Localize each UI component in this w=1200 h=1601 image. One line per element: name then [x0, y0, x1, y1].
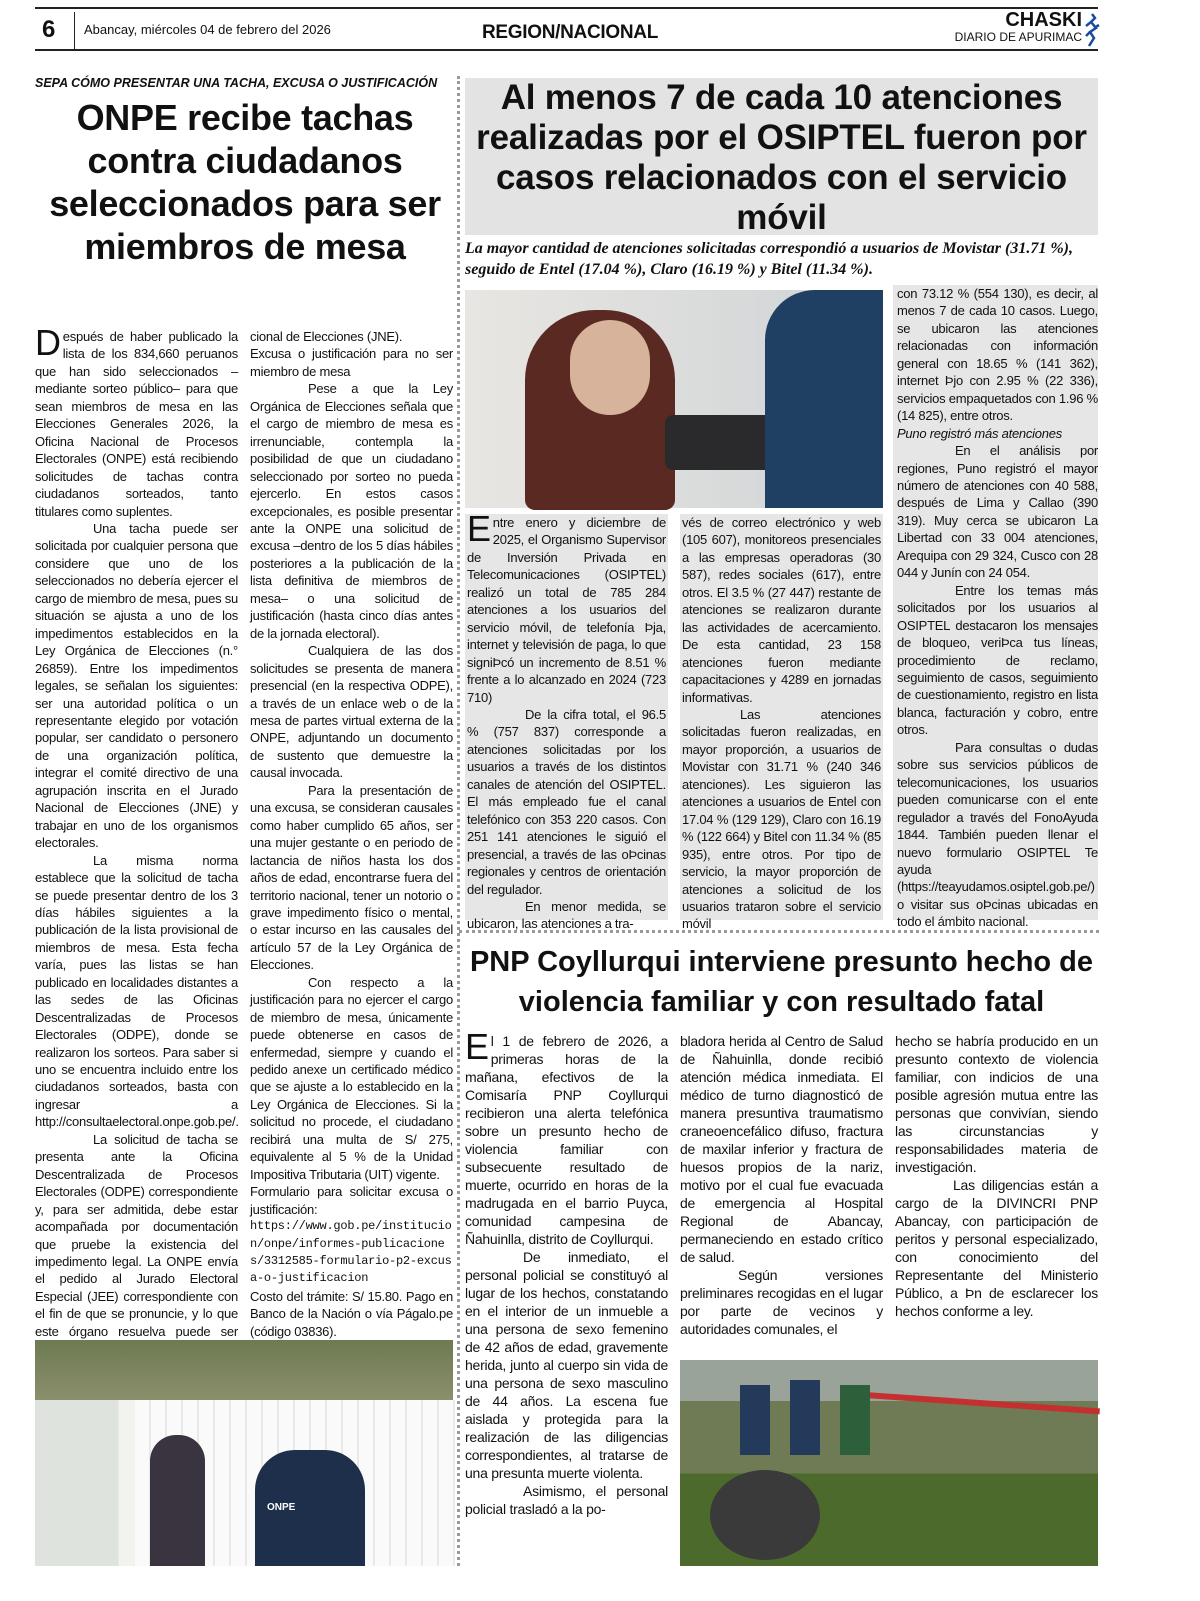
pnp-headline: PNP Coyllurqui interviene presunto hecho de violencia familiar y con resultado fatal [469, 946, 1094, 1018]
pnp-column-2 [680, 1032, 883, 1357]
osiptel-column-3 [895, 285, 1098, 930]
paragraph: con 73.12 % (554 130), es decir, al menos 7 de cada 10 casos. Luego, se ubicaron las atenciones relacionadas con información general con 18.65 % (141 362), internet Þjo con 2.95 % (22 336), servicios empaquetados con 1.96 % (14 825), entre otros. [897, 286, 1098, 424]
paragraph: En el análisis por regiones, Puno registró el mayor número de atenciones con 40 588, después de Lima y Callao (390 319). Muy cerca se ubicaron La Libertad con 33 004 atenciones, Arequipa con 29 324, Cusco con 28 044 y Junín con 24 054. [897, 443, 1098, 581]
paragraph: Las diligencias están a cargo de la DIVINCRI PNP Abancay, con participación de peritos y personal especializado, con conocimiento del Representante del Ministerio Público, a Þn de esclarecer los hechos conforme a ley. [895, 1177, 1098, 1319]
section-title: REGION/NACIONAL [482, 22, 659, 43]
pnp-photo [680, 1360, 1098, 1566]
onpe-photo [35, 1340, 453, 1566]
paragraph: Según versiones preliminares recogidas en el lugar por parte de vecinos y autoridades comunales, el [680, 1267, 883, 1337]
paragraph: De inmediato, el personal policial se constituyó al lugar de los hechos, constatando en el interior de un inmueble a una persona de sexo femenino de 42 años de edad, gravemente herida, junto al cuerpo sin vida de una persona de sexo masculino de 44 años. La escena fue aislada y protegida para la realización de las diligencias correspondientes, al tratarse de una presunta muerte violenta. [465, 1249, 668, 1481]
onpe-vest-badge: ONPE [267, 1502, 296, 1513]
header-top-rule [35, 7, 1098, 9]
header-bottom-rule [35, 49, 1098, 51]
paragraph: Asimismo, el personal policial trasladó a la po- [465, 1483, 668, 1517]
paragraph: Con respecto a la justificación para no ejercer el cargo de miembro de mesa, únicamente puede obtenerse en casos de enfermedad, siempre y cuando el pedido anexe un certificado médico que se ajuste a lo establecido en la Ley Orgánica de Elecciones. Si la solicitud no procede, el ciudadano recibirá una multa de S/ 275, equivalente al 5 % de la Unidad Impositiva Tributaria (UIT) vigente. [250, 974, 453, 1182]
cost-note: Costo del trámite: S/ 15.80. Pago en Banco de la Nación o vía Págalo.pe (código 03836). [250, 1288, 453, 1339]
osiptel-column-1 [465, 508, 668, 932]
form-label: Formulario para solicitar excusa o justificación: [250, 1184, 453, 1217]
paragraph: hecho se habría producido en un presunto contexto de violencia familiar, con indicios de una posible agresión mutua entre las personas que convivían, siendo las circunstancias y responsabilidades materia de investigación. [895, 1033, 1098, 1175]
paragraph: Una tacha puede ser solicitada por cualquier persona que considere que uno de los seleccionados no debería ejercer el cargo de miembro de mesa, pues su situación se ajusta a uno de los impedimentos establecidos en la Ley Orgánica de Elecciones (n.° 26859). Entre los impedimentos legales, se señalan los siguientes: ser una autoridad política o un representante elegido por votación popular, ser candidato o personero de una organización política, integrar el comité directivo de una agrupación inscrita en el Jurado Nacional de Elecciones (JNE) y trabajar en uno de los organismos electorales. [35, 520, 238, 851]
pnp-column-3 [895, 1032, 1098, 1357]
paragraph: La solicitud de tacha se presenta ante la Oficina Descentralizada de Procesos Electorales (ODPE) correspondiente y, para ser admitida, debe estar acompañada por documentación que pruebe la existencia del impedimento legal. La ONPE envía el pedido al Jurado Electoral Especial (JEE) correspondiente con el fin de que se pronuncie, y lo que este órgano resuelva puede ser [35, 1131, 238, 1339]
onpe-kicker: SEPA CÓMO PRESENTAR UNA TACHA, EXCUSA O JUSTIFICACIÓN [35, 76, 438, 90]
paragraph: bladora herida al Centro de Salud de Ñahuinlla, donde recibió atención médica inmediata. El médico de turno diagnosticó de manera presuntiva traumatismo craneoencefálico difuso, fractura de maxilar inferior y fractura de huesos propios de la nariz, motivo por el cual fue evacuada de emergencia al Hospital Regional de Abancay, permaneciendo en estado crítico de salud. [680, 1033, 883, 1265]
form-link[interactable]: https://www.gob.pe/institucion/onpe/informes-publicaciones/3312585-formulario-p2-excusa-o-justificacion [250, 1219, 452, 1286]
page-number: 6 [42, 16, 56, 43]
paragraph: De la cifra total, el 96.5 % (757 837) corresponde a atenciones solicitadas por los usuarios a través de los distintos canales de atención del OSIPTEL. El más empleado fue el canal telefónico con 353 220 casos. Con 251 141 atenciones le siguió el presencial, a través de las oÞcinas regionales y centros de orientación del regulador. [467, 706, 666, 897]
onpe-column-1 [35, 322, 239, 1339]
paragraph: En menor medida, se ubicaron, las atenciones a tra- [467, 898, 666, 932]
paragraph: cional de Elecciones (JNE). [250, 329, 403, 344]
paragraph: Entre enero y diciembre de 2025, el Organismo Supervisor de Inversión Privada en Telecomunicaciones (OSIPTEL) realizó un total de 785 284 atenciones a los usuarios del servicio móvil, de telefonía Þja, internet y televisión de paga, lo que signiÞcó un incremento de 8.51 % frente a lo alcanzado en 2024 (723 710) [467, 508, 666, 705]
column-separator [457, 76, 460, 1566]
paragraph: vés de correo electrónico y web (105 607), monitoreos presenciales a las empresas operadoras (30 587), redes sociales (617), entre otros. El 3.5 % (27 447) restante de atenciones se realizaron durante las actividades de acercamiento. De esta cantidad, 23 158 atenciones fueron mediante capacitaciones y 4289 en jornadas informativas. [682, 515, 881, 705]
paragraph: Las atenciones solicitadas fueron realizadas, en mayor proporción, a usuarios de Movistar con 31.71 % (240 346 atenciones). Les siguieron las atenciones a usuarios de Entel con 17.04 % (129 129), Claro con 16.19 % (122 664) y Bitel con 11.34 % (85 935), entre otros. Por tipo de servicio, la mayor proporción de atenciones a solicitud de los usuarios trataron sobre el servicio móvil [682, 706, 881, 932]
chaski-runner-logo-icon [1084, 12, 1100, 48]
paragraph: Pese a que la Ley Orgánica de Elecciones señala que el cargo de miembro de mesa es irrenunciable, contempla la posibilidad de que un ciudadano seleccionado por sorteo no pueda ejercerlo. En estos casos excepcionales, es posible presentar ante la ONPE una solicitud de excusa –dentro de los 5 días hábiles posteriores a la publicación de la lista definitiva de miembros de mesa– o una solicitud de justificación (hasta cinco días antes de la jornada electoral). [250, 381, 453, 641]
paragraph: Cualquiera de las dos solicitudes se presenta de manera presencial (en la respectiva ODPE), a través de un enlace web o de la mesa de partes virtual externa de la ONPE, adjuntando un documento de sustento que demuestre la causal invocada. [250, 643, 453, 781]
paragraph: Entre los temas más solicitados por los usuarios al OSIPTEL destacaron los mensajes de bloqueo, veriÞca tus líneas, procedimiento de reclamo, seguimiento de casos, seguimiento de cuestionamiento, registro en lista blanca, facturación y cobro, entre otros. [897, 582, 1098, 738]
header-divider [74, 12, 75, 50]
osiptel-headline: Al menos 7 de cada 10 atenciones realizadas por el OSIPTEL fueron por casos relacionados con el servicio móvil [465, 78, 1098, 235]
paragraph: Después de haber publicado la lista de los 834,660 peruanos que han sido seleccionados –mediante sorteo público– para que sean miembros de mesa en las Elecciones Generales 2026, la Oficina Nacional de Procesos Electorales (ONPE) está recibiendo solicitudes de tachas contra ciudadanos sorteados, tanto titulares como suplentes. [35, 322, 238, 519]
paragraph: El 1 de febrero de 2026, a primeras horas de la mañana, efectivos de la Comisaría PNP Coyllurqui recibieron una alerta telefónica sobre un presunto hecho de violencia familiar con subsecuente resultado de muerte, ocurrido en horas de la madrugada en el barrio Puyca, comunidad campesina de Ñahuinlla, distrito de Coyllurqui. [465, 1026, 668, 1247]
osiptel-subheadline: La mayor cantidad de atenciones solicitadas correspondió a usuarios de Movistar (31.71 %), seguido de Entel (17.04 %), Claro (16.19 %) y Bitel (11.34 %). [465, 240, 1073, 278]
paragraph: La misma norma establece que la solicitud de tacha se puede presentar dentro de los 3 días hábiles siguientes a la publicación de la lista provisional de miembros de mesa. Esta fecha varía, pues las listas se han publicado en localidades distantes a las sedes de las Oficinas Descentralizadas de Procesos Electorales (ODPE), donde se realizaron los sorteos. Para saber si uno se encuentra incluido entre los ciudadanos sorteados, basta con ingresar a http://consultaelectoral.onpe.gob.pe/. [35, 852, 239, 1130]
onpe-headline: ONPE recibe tachas contra ciudadanos seleccionados para ser miembros de mesa [49, 97, 441, 267]
issue-date: Abancay, miércoles 04 de febrero del 2026 [84, 22, 331, 37]
subheading: Puno registró más atenciones [897, 425, 1062, 441]
osiptel-photo [465, 290, 883, 508]
article-separator [459, 930, 1099, 933]
subheading: Excusa o justificación para no ser miembro de mesa [250, 346, 453, 379]
brand-tagline: DIARIO DE APURIMAC [954, 30, 1082, 44]
masthead [955, 10, 1082, 44]
paragraph: Para consultas o dudas sobre sus servicios públicos de telecomunicaciones, los usuarios pueden comunicarse con el ente regulador a través del FonoAyuda 1844. También pueden llenar el nuevo formulario OSIPTEL Te ayuda (https://teayudamos.osiptel.gob.pe/) o visitar sus oÞcinas ubicadas en todo el ámbito nacional. [897, 739, 1098, 930]
brand-name: CHASKI [1005, 9, 1082, 31]
onpe-column-2 [250, 328, 453, 1339]
osiptel-column-2 [680, 514, 883, 932]
paragraph: Para la presentación de una excusa, se consideran causales como haber cumplido 65 años, ser una mujer gestante o en periodo de lactancia de niños hasta los dos años de edad, encontrarse fuera del territorio nacional, tener un notorio o grave impedimento físico o mental, o estar incurso en las causales del artículo 57 de la Ley Orgánica de Elecciones. [250, 782, 453, 973]
pnp-column-1 [465, 1026, 668, 1567]
